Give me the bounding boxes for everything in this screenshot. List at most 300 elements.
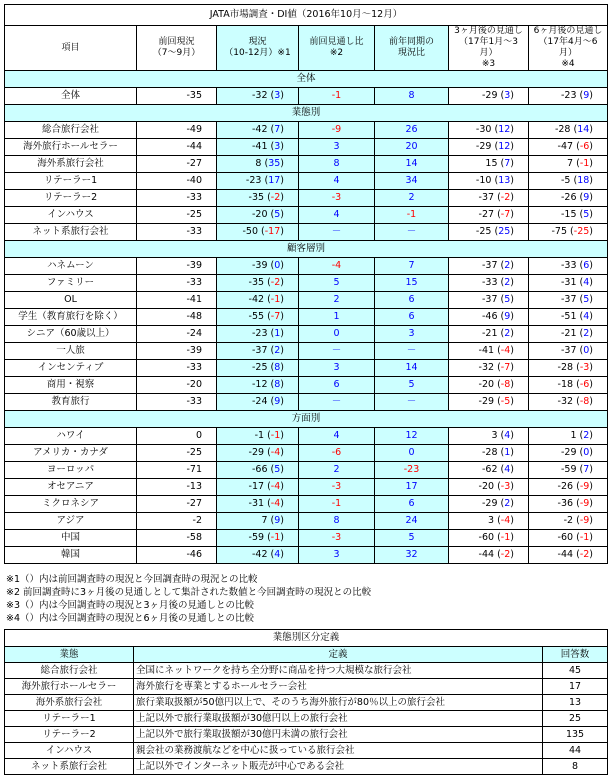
- table-row: [5, 190, 608, 207]
- definition-count: 13: [543, 695, 608, 711]
- forecast-6m-cell: -51 (4): [529, 309, 608, 326]
- forecast-6m-diff: -9: [579, 481, 590, 492]
- current-diff: 17: [268, 175, 281, 186]
- definitions-table: [4, 629, 608, 775]
- current-diff: -7: [270, 311, 281, 322]
- current-cell: -42 (-1): [217, 292, 299, 309]
- definition-row: [5, 711, 608, 727]
- forecast-3m-value: -60: [478, 532, 495, 543]
- current-diff: -4: [270, 498, 281, 509]
- vs-prev-forecast-value: 8: [299, 513, 375, 530]
- current-diff: 5: [274, 464, 281, 475]
- forecast-3m-value: -37: [478, 192, 495, 203]
- forecast-6m-value: -37: [560, 294, 577, 305]
- current-value: -29: [248, 447, 265, 458]
- prev-current-value: -33: [137, 360, 217, 377]
- forecast-3m-diff: 2: [504, 260, 511, 271]
- forecast-3m-diff: 13: [498, 175, 511, 186]
- header-item: 項目: [5, 26, 137, 71]
- row-name: OL: [5, 292, 137, 309]
- definition-count: 25: [543, 711, 608, 727]
- table-row: [5, 275, 608, 292]
- row-name: ヨーロッパ: [5, 462, 137, 479]
- forecast-6m-value: -51: [560, 311, 577, 322]
- footnotes: [6, 573, 606, 625]
- table-row: [5, 530, 608, 547]
- prev-current-value: -35: [137, 88, 217, 105]
- vs-prev-forecast-value: -4: [299, 258, 375, 275]
- current-diff: -4: [270, 481, 281, 492]
- current-cell: -42 (7): [217, 122, 299, 139]
- current-cell: -25 (8): [217, 360, 299, 377]
- definition-text: 全国にネットワークを持ち全分野に商品を持つ大規模な旅行会社: [134, 663, 543, 679]
- vs-last-year-value: -23: [375, 462, 449, 479]
- table-row: [5, 343, 608, 360]
- forecast-6m-value: -44: [557, 549, 574, 560]
- vs-last-year-value: 34: [375, 173, 449, 190]
- current-diff: 1: [274, 328, 281, 339]
- current-diff: -1: [270, 532, 281, 543]
- header-current: 現況 （10-12月）※1: [217, 26, 299, 71]
- forecast-6m-value: 7: [567, 158, 574, 169]
- forecast-6m-diff: -3: [579, 362, 590, 373]
- definition-row: [5, 759, 608, 775]
- definitions-title: 業態別区分定義: [5, 630, 608, 647]
- current-value: 8: [255, 158, 262, 169]
- vs-prev-forecast-value: -9: [299, 122, 375, 139]
- current-cell: -50 (-17): [217, 224, 299, 241]
- table-row: [5, 445, 608, 462]
- definition-count: 44: [543, 743, 608, 759]
- current-value: -39: [251, 260, 268, 271]
- current-cell: -35 (-2): [217, 275, 299, 292]
- table-row: [5, 139, 608, 156]
- row-name: リテーラー2: [5, 190, 137, 207]
- current-cell: -29 (-4): [217, 445, 299, 462]
- table-row: [5, 207, 608, 224]
- table-row: [5, 156, 608, 173]
- definition-text: 親会社の業務渡航などを中心に扱っている旅行会社: [134, 743, 543, 759]
- vs-last-year-value: 5: [375, 530, 449, 547]
- definition-type: 海外系旅行会社: [5, 695, 134, 711]
- prev-current-value: 0: [137, 428, 217, 445]
- current-value: -42: [251, 549, 268, 560]
- vs-prev-forecast-value: 4: [299, 207, 375, 224]
- vs-prev-forecast-value: 3: [299, 547, 375, 564]
- forecast-3m-cell: -20 (-8): [449, 377, 529, 394]
- definition-text: 海外旅行を専業とするホールセラー会社: [134, 679, 543, 695]
- current-cell: -31 (-4): [217, 496, 299, 513]
- table-row: [5, 224, 608, 241]
- row-name: 中国: [5, 530, 137, 547]
- prev-current-value: -44: [137, 139, 217, 156]
- current-diff: 8: [274, 362, 281, 373]
- prev-current-value: -33: [137, 394, 217, 411]
- definition-type: インハウス: [5, 743, 134, 759]
- vs-prev-forecast-value: －: [299, 224, 375, 241]
- current-cell: -17 (-4): [217, 479, 299, 496]
- header-forecast-3m: 3ヶ月後の見通し （17年1月～3月） ※3: [449, 26, 529, 71]
- vs-prev-forecast-value: 1: [299, 309, 375, 326]
- prev-current-value: -25: [137, 207, 217, 224]
- current-cell: 7 (9): [217, 513, 299, 530]
- current-value: -41: [251, 141, 268, 152]
- forecast-3m-diff: 12: [498, 124, 511, 135]
- prev-current-value: -33: [137, 190, 217, 207]
- table-row: [5, 326, 608, 343]
- current-diff: -1: [270, 294, 281, 305]
- current-value: -66: [251, 464, 268, 475]
- forecast-3m-value: 3: [491, 430, 498, 441]
- prev-current-value: -39: [137, 258, 217, 275]
- header-vs-last-year: 前年同期の 現況比: [375, 26, 449, 71]
- forecast-6m-value: -28: [557, 362, 574, 373]
- prev-current-value: -33: [137, 275, 217, 292]
- vs-last-year-value: 17: [375, 479, 449, 496]
- forecast-3m-value: -32: [478, 362, 495, 373]
- footnote: ※2 前回調査時に3ヶ月後の見通しとして集計された数値と今回調査時の現況との比較: [6, 587, 372, 598]
- current-cell: -66 (5): [217, 462, 299, 479]
- forecast-6m-value: -75: [551, 226, 568, 237]
- current-cell: -12 (8): [217, 377, 299, 394]
- forecast-3m-cell: -60 (-1): [449, 530, 529, 547]
- forecast-6m-diff: -9: [579, 498, 590, 509]
- def-header-count: 回答数: [543, 647, 608, 663]
- forecast-3m-cell: 15 (7): [449, 156, 529, 173]
- current-diff: 2: [274, 345, 281, 356]
- row-name: アジア: [5, 513, 137, 530]
- section-row: [5, 411, 608, 428]
- section-row: [5, 241, 608, 258]
- current-cell: -32 (3): [217, 88, 299, 105]
- row-name: シニア（60歳以上）: [5, 326, 137, 343]
- vs-prev-forecast-value: 2: [299, 292, 375, 309]
- current-value: -42: [248, 294, 265, 305]
- forecast-6m-value: -33: [560, 260, 577, 271]
- current-diff: 9: [274, 515, 281, 526]
- forecast-3m-cell: -29 (12): [449, 139, 529, 156]
- forecast-3m-value: -29: [481, 498, 498, 509]
- di-table: [4, 4, 608, 564]
- forecast-6m-diff: 4: [583, 277, 590, 288]
- forecast-6m-diff: 2: [583, 328, 590, 339]
- table-row: [5, 173, 608, 190]
- vs-prev-forecast-value: 0: [299, 326, 375, 343]
- section-row: [5, 105, 608, 122]
- forecast-6m-value: -28: [554, 124, 571, 135]
- prev-current-value: -40: [137, 173, 217, 190]
- current-value: -24: [251, 396, 268, 407]
- row-name: 教育旅行: [5, 394, 137, 411]
- forecast-3m-diff: -2: [500, 192, 511, 203]
- forecast-3m-diff: -3: [500, 481, 511, 492]
- definition-row: [5, 695, 608, 711]
- forecast-6m-cell: -18 (-6): [529, 377, 608, 394]
- row-name: 学生（教育旅行を除く）: [5, 309, 137, 326]
- forecast-6m-value: -26: [560, 192, 577, 203]
- vs-prev-forecast-value: -3: [299, 479, 375, 496]
- prev-current-value: -39: [137, 343, 217, 360]
- table-row: [5, 428, 608, 445]
- forecast-3m-diff: 3: [504, 90, 511, 101]
- vs-prev-forecast-value: －: [299, 343, 375, 360]
- forecast-6m-value: -21: [560, 328, 577, 339]
- footnote: ※1（）内は前回調査時の現況と今回調査時の現況との比較: [6, 574, 258, 585]
- vs-last-year-value: 15: [375, 275, 449, 292]
- header-prev-current: 前回現況 （7～9月）: [137, 26, 217, 71]
- definition-row: [5, 743, 608, 759]
- forecast-6m-value: -47: [557, 141, 574, 152]
- section-label: 顧客層別: [5, 241, 608, 258]
- row-name: 商用・視察: [5, 377, 137, 394]
- row-name: 韓国: [5, 547, 137, 564]
- current-cell: -39 (0): [217, 258, 299, 275]
- definition-count: 45: [543, 663, 608, 679]
- forecast-3m-cell: -10 (13): [449, 173, 529, 190]
- forecast-6m-cell: -47 (-6): [529, 139, 608, 156]
- current-value: -25: [251, 362, 268, 373]
- current-cell: 8 (35): [217, 156, 299, 173]
- forecast-3m-cell: -25 (25): [449, 224, 529, 241]
- prev-current-value: -20: [137, 377, 217, 394]
- forecast-6m-cell: -26 (-9): [529, 479, 608, 496]
- current-diff: 4: [274, 549, 281, 560]
- forecast-6m-cell: -23 (9): [529, 88, 608, 105]
- vs-last-year-value: 0: [375, 445, 449, 462]
- forecast-3m-cell: -44 (-2): [449, 547, 529, 564]
- forecast-6m-cell: -75 (-25): [529, 224, 608, 241]
- forecast-3m-value: -41: [478, 345, 495, 356]
- vs-prev-forecast-value: －: [299, 394, 375, 411]
- forecast-6m-diff: 14: [577, 124, 590, 135]
- forecast-3m-value: 3: [488, 515, 495, 526]
- section-label: 方面別: [5, 411, 608, 428]
- current-cell: -37 (2): [217, 343, 299, 360]
- forecast-3m-cell: 3 (4): [449, 428, 529, 445]
- vs-last-year-value: －: [375, 394, 449, 411]
- forecast-6m-value: 1: [570, 430, 577, 441]
- forecast-3m-value: -10: [475, 175, 492, 186]
- forecast-6m-diff: 6: [583, 260, 590, 271]
- forecast-6m-value: -29: [560, 447, 577, 458]
- vs-last-year-value: 8: [375, 88, 449, 105]
- current-diff: -2: [270, 192, 281, 203]
- current-cell: -24 (9): [217, 394, 299, 411]
- vs-last-year-value: -1: [375, 207, 449, 224]
- forecast-3m-value: -21: [481, 328, 498, 339]
- forecast-6m-cell: -33 (6): [529, 258, 608, 275]
- definition-count: 8: [543, 759, 608, 775]
- forecast-6m-diff: 7: [583, 464, 590, 475]
- forecast-6m-diff: 0: [583, 447, 590, 458]
- vs-last-year-value: 24: [375, 513, 449, 530]
- forecast-3m-diff: -2: [500, 549, 511, 560]
- table-row: [5, 394, 608, 411]
- forecast-6m-cell: -37 (5): [529, 292, 608, 309]
- forecast-6m-diff: 9: [583, 90, 590, 101]
- current-value: -55: [248, 311, 265, 322]
- forecast-6m-diff: 18: [577, 175, 590, 186]
- vs-last-year-value: 2: [375, 190, 449, 207]
- forecast-6m-value: -5: [560, 175, 571, 186]
- definition-row: [5, 663, 608, 679]
- forecast-3m-cell: -32 (-7): [449, 360, 529, 377]
- forecast-3m-cell: -30 (12): [449, 122, 529, 139]
- forecast-3m-cell: -20 (-3): [449, 479, 529, 496]
- current-diff: -4: [270, 447, 281, 458]
- forecast-6m-diff: 5: [583, 209, 590, 220]
- forecast-6m-cell: -29 (0): [529, 445, 608, 462]
- forecast-6m-cell: -21 (2): [529, 326, 608, 343]
- forecast-3m-diff: 5: [504, 294, 511, 305]
- vs-last-year-value: 32: [375, 547, 449, 564]
- forecast-3m-cell: -37 (-2): [449, 190, 529, 207]
- row-name: ネット系旅行会社: [5, 224, 137, 241]
- forecast-6m-diff: -8: [579, 396, 590, 407]
- forecast-3m-diff: -7: [500, 209, 511, 220]
- forecast-6m-cell: 1 (2): [529, 428, 608, 445]
- row-name: インセンティブ: [5, 360, 137, 377]
- forecast-3m-value: 15: [485, 158, 498, 169]
- row-name: ハワイ: [5, 428, 137, 445]
- forecast-6m-diff: 2: [583, 430, 590, 441]
- vs-prev-forecast-value: 5: [299, 275, 375, 292]
- forecast-3m-diff: 2: [504, 277, 511, 288]
- forecast-3m-cell: 3 (-4): [449, 513, 529, 530]
- vs-last-year-value: 6: [375, 309, 449, 326]
- vs-last-year-value: 6: [375, 292, 449, 309]
- vs-last-year-value: 20: [375, 139, 449, 156]
- prev-current-value: -2: [137, 513, 217, 530]
- table-row: [5, 377, 608, 394]
- table-row: [5, 479, 608, 496]
- forecast-3m-value: -28: [481, 447, 498, 458]
- forecast-6m-diff: 9: [583, 192, 590, 203]
- prev-current-value: -41: [137, 292, 217, 309]
- vs-prev-forecast-value: 3: [299, 139, 375, 156]
- current-diff: -1: [270, 430, 281, 441]
- current-cell: -42 (4): [217, 547, 299, 564]
- prev-current-value: -24: [137, 326, 217, 343]
- current-diff: 8: [274, 379, 281, 390]
- definition-row: [5, 679, 608, 695]
- definition-type: 総合旅行会社: [5, 663, 134, 679]
- forecast-3m-value: -46: [481, 311, 498, 322]
- forecast-3m-diff: 12: [498, 141, 511, 152]
- forecast-3m-cell: -21 (2): [449, 326, 529, 343]
- forecast-3m-value: -29: [481, 90, 498, 101]
- forecast-3m-diff: 7: [504, 158, 511, 169]
- forecast-3m-diff: -8: [500, 379, 511, 390]
- forecast-6m-cell: -28 (14): [529, 122, 608, 139]
- forecast-3m-value: -37: [481, 294, 498, 305]
- vs-last-year-value: 14: [375, 360, 449, 377]
- current-value: -31: [248, 498, 265, 509]
- current-value: -23: [251, 328, 268, 339]
- forecast-6m-diff: -2: [579, 549, 590, 560]
- forecast-6m-cell: -36 (-9): [529, 496, 608, 513]
- prev-current-value: -49: [137, 122, 217, 139]
- forecast-6m-value: -15: [560, 209, 577, 220]
- row-name: 海外系旅行会社: [5, 156, 137, 173]
- forecast-6m-value: -37: [560, 345, 577, 356]
- current-diff: 5: [274, 209, 281, 220]
- table-row: [5, 360, 608, 377]
- vs-last-year-value: －: [375, 224, 449, 241]
- current-value: -35: [248, 192, 265, 203]
- vs-prev-forecast-value: -3: [299, 530, 375, 547]
- forecast-6m-diff: -6: [579, 141, 590, 152]
- definition-text: 上記以外でインターネット販売が中心である会社: [134, 759, 543, 775]
- forecast-3m-cell: -37 (5): [449, 292, 529, 309]
- prev-current-value: -13: [137, 479, 217, 496]
- forecast-6m-value: -26: [557, 481, 574, 492]
- forecast-3m-cell: -29 (3): [449, 88, 529, 105]
- vs-prev-forecast-value: 3: [299, 360, 375, 377]
- current-value: -59: [248, 532, 265, 543]
- vs-prev-forecast-value: -3: [299, 190, 375, 207]
- forecast-6m-diff: 0: [583, 345, 590, 356]
- vs-last-year-value: 7: [375, 258, 449, 275]
- prev-current-value: -27: [137, 156, 217, 173]
- forecast-3m-cell: -41 (-4): [449, 343, 529, 360]
- prev-current-value: -58: [137, 530, 217, 547]
- forecast-3m-diff: 25: [498, 226, 511, 237]
- forecast-3m-cell: -28 (1): [449, 445, 529, 462]
- forecast-6m-cell: -26 (9): [529, 190, 608, 207]
- definition-text: 上記以外で旅行業取扱額が30億円以上の旅行会社: [134, 711, 543, 727]
- forecast-3m-diff: -4: [500, 515, 511, 526]
- forecast-3m-value: -44: [478, 549, 495, 560]
- forecast-6m-value: -60: [557, 532, 574, 543]
- row-name: 海外旅行ホールセラー: [5, 139, 137, 156]
- definition-type: ネット系旅行会社: [5, 759, 134, 775]
- current-diff: 7: [274, 124, 281, 135]
- forecast-3m-value: -29: [475, 141, 492, 152]
- vs-last-year-value: 3: [375, 326, 449, 343]
- vs-last-year-value: 14: [375, 156, 449, 173]
- forecast-6m-cell: 7 (-1): [529, 156, 608, 173]
- current-value: 7: [261, 515, 268, 526]
- table-row: [5, 258, 608, 275]
- table-row: [5, 122, 608, 139]
- current-cell: -55 (-7): [217, 309, 299, 326]
- current-value: -37: [251, 345, 268, 356]
- current-value: -23: [245, 175, 262, 186]
- forecast-3m-diff: -1: [500, 532, 511, 543]
- table-row: [5, 309, 608, 326]
- header-forecast-6m: 6ヶ月後の見通し （17年4月～6月） ※4: [529, 26, 608, 71]
- current-value: -32: [251, 90, 268, 101]
- vs-prev-forecast-value: 4: [299, 428, 375, 445]
- current-diff: 3: [274, 90, 281, 101]
- forecast-3m-value: -62: [481, 464, 498, 475]
- table-row: [5, 462, 608, 479]
- current-diff: 3: [274, 141, 281, 152]
- current-cell: -23 (1): [217, 326, 299, 343]
- current-cell: -35 (-2): [217, 190, 299, 207]
- table-row: [5, 292, 608, 309]
- forecast-6m-diff: -9: [579, 515, 590, 526]
- prev-current-value: -25: [137, 445, 217, 462]
- def-header-definition: 定義: [134, 647, 543, 663]
- row-name: ミクロネシア: [5, 496, 137, 513]
- row-name: オセアニア: [5, 479, 137, 496]
- forecast-3m-cell: -37 (2): [449, 258, 529, 275]
- forecast-3m-cell: -27 (-7): [449, 207, 529, 224]
- forecast-3m-diff: 1: [504, 447, 511, 458]
- forecast-6m-cell: -37 (0): [529, 343, 608, 360]
